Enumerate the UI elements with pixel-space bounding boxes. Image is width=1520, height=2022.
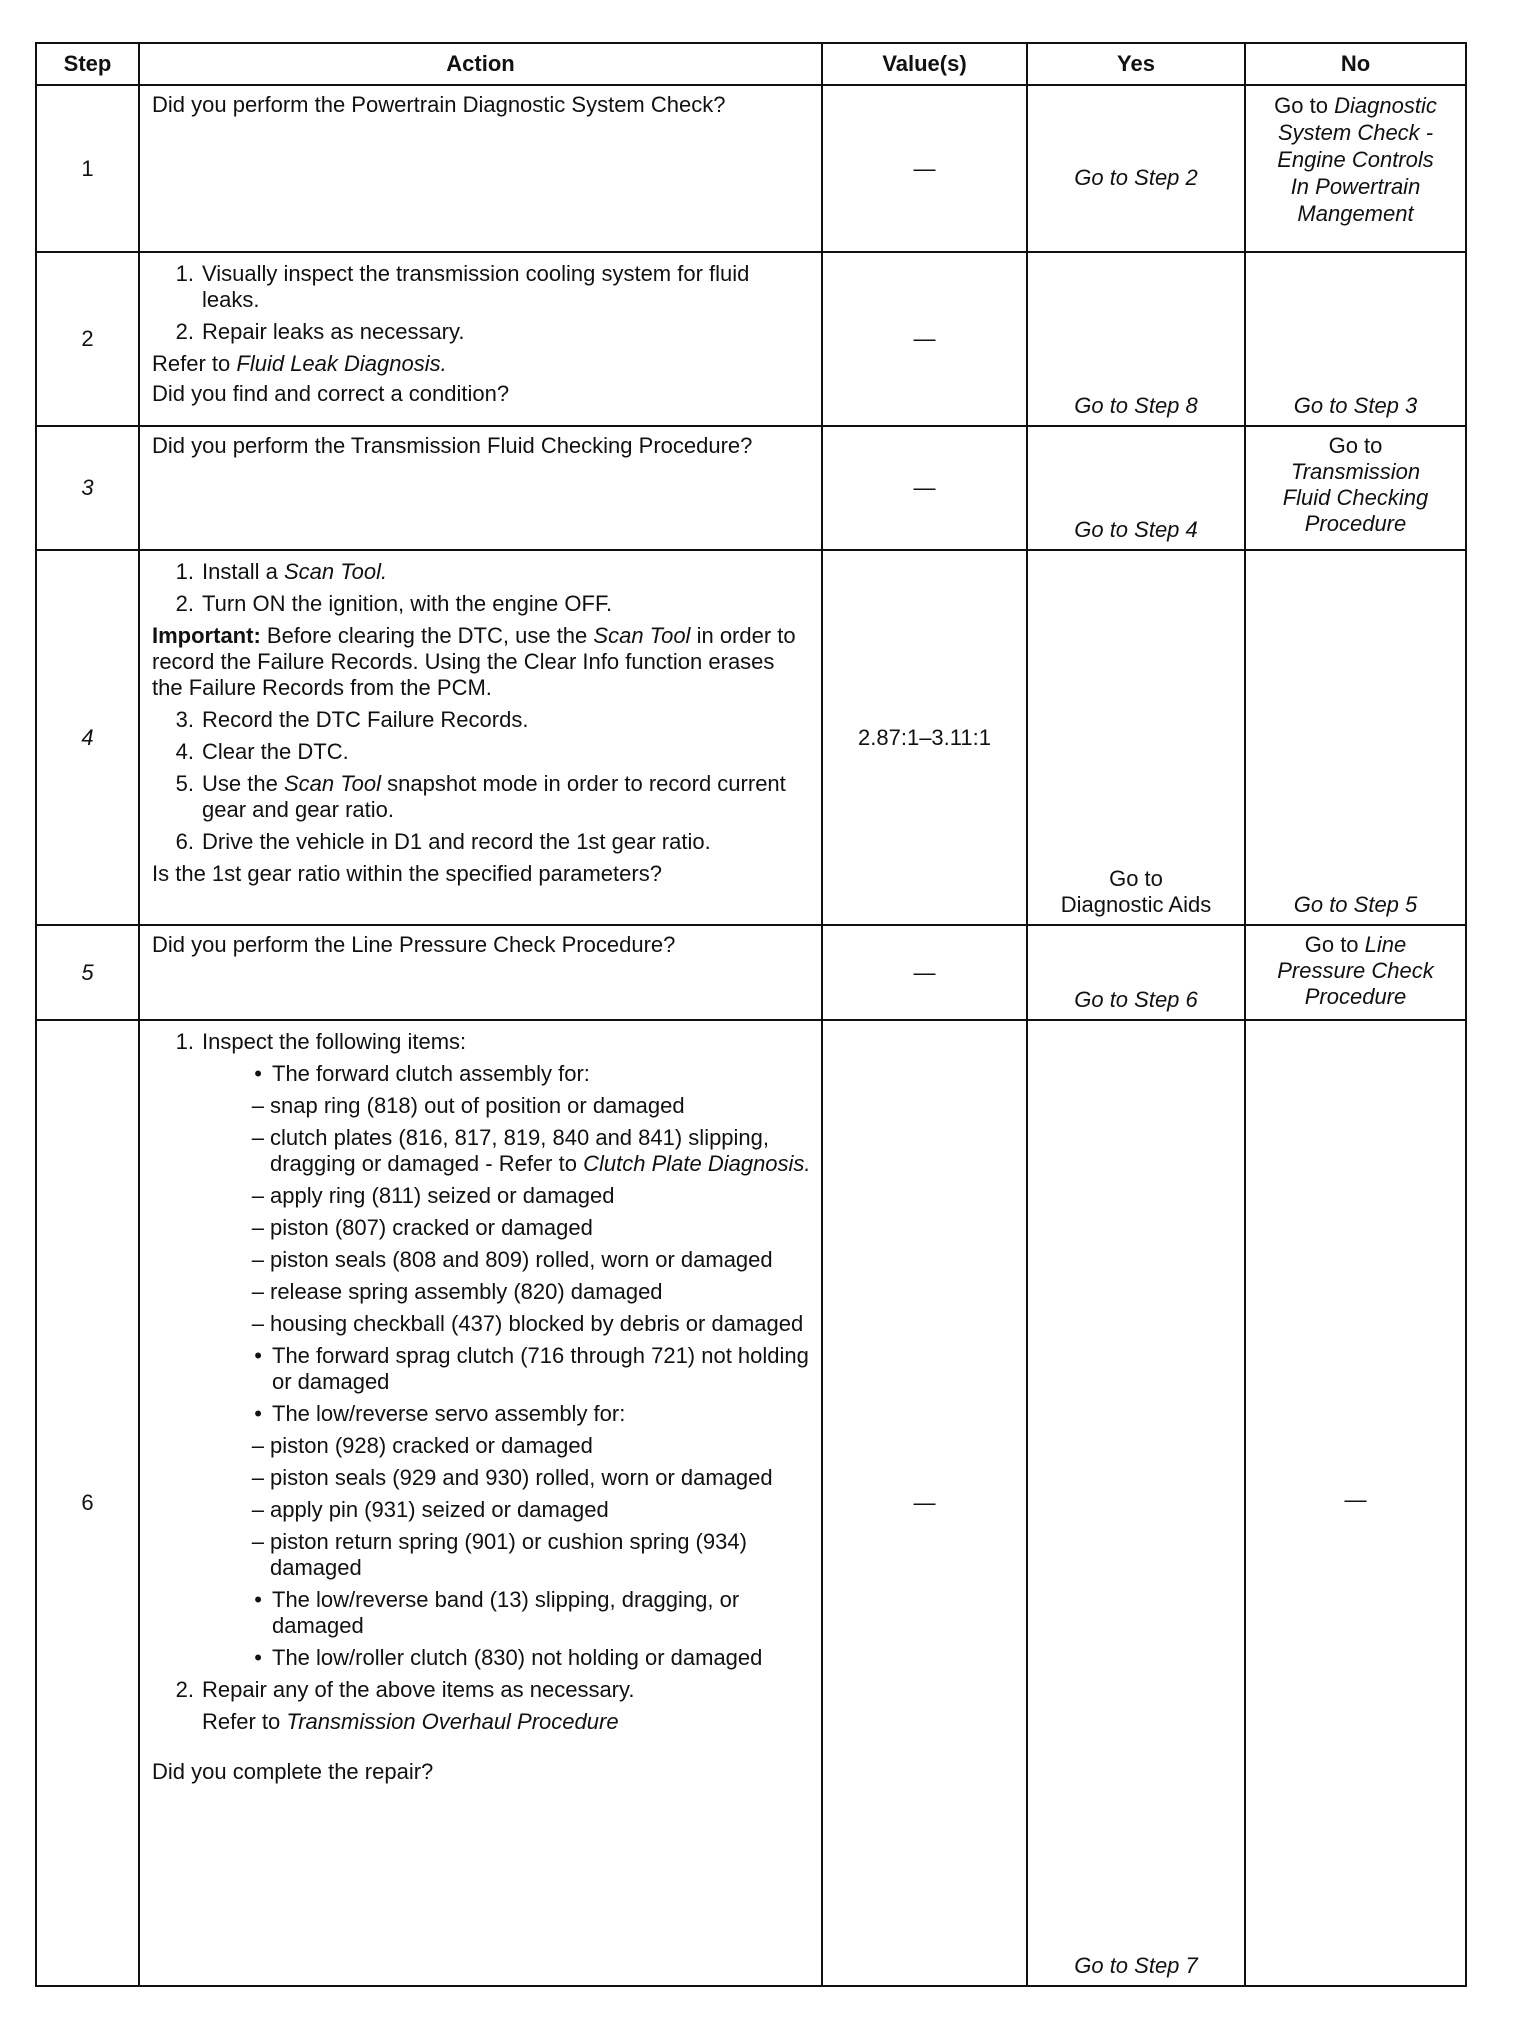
no-cell bbox=[1245, 85, 1466, 252]
step-number: 5 bbox=[36, 925, 139, 1020]
header-row bbox=[36, 43, 1466, 85]
step-number: 1 bbox=[36, 85, 139, 252]
bullet-item: • The low/reverse band (13) slipping, dragging, or damaged bbox=[152, 1587, 811, 1639]
refer-link[interactable]: Fluid Leak Diagnosis. bbox=[236, 351, 447, 376]
action-question: Is the 1st gear ratio within the specified parameters? bbox=[152, 861, 662, 886]
dash-item: – apply pin (931) seized or damaged bbox=[152, 1497, 811, 1523]
list-item: 1. Install a Scan Tool. bbox=[175, 559, 388, 584]
bullet-text: The low/reverse servo assembly for: bbox=[272, 1401, 626, 1426]
bullet-item: • The low/roller clutch (830) not holding or damaged bbox=[152, 1645, 811, 1671]
action-cell bbox=[139, 925, 822, 1020]
dash-text: release spring assembly (820) damaged bbox=[270, 1279, 663, 1304]
yes-cell bbox=[1027, 925, 1245, 1020]
no-prefix: Go to bbox=[1304, 932, 1359, 957]
step-number: 6 bbox=[36, 1020, 139, 1986]
values-cell: — bbox=[822, 426, 1027, 550]
values-cell: — bbox=[822, 1020, 1027, 1986]
no-link-line: In Powertrain bbox=[1290, 174, 1421, 199]
yes-link[interactable]: Diagnostic Aids bbox=[1060, 892, 1212, 917]
scan-tool-link[interactable]: Scan Tool. bbox=[283, 559, 388, 584]
bullet-text: The forward sprag clutch (716 through 721) not holding or damaged bbox=[272, 1343, 809, 1394]
no-cell bbox=[1245, 252, 1466, 426]
yes-prefix: Go to bbox=[1109, 866, 1163, 891]
no-prefix: Go to bbox=[1328, 433, 1383, 458]
bullet-text: The low/roller clutch (830) not holding or damaged bbox=[272, 1645, 763, 1670]
dash-item: – clutch plates (816, 817, 819, 840 and 841) slipping, dragging or damaged - Refer to Clutch Plate Diagnosis. bbox=[251, 1125, 811, 1176]
action-question: Did you perform the Powertrain Diagnostic System Check? bbox=[152, 92, 726, 117]
no-cell: — bbox=[1245, 1020, 1466, 1986]
important-text: Before clearing the DTC, use the bbox=[266, 623, 588, 648]
list-item-text: snapshot mode in order to record current gear and gear ratio. bbox=[202, 771, 786, 822]
list-item: 1. Inspect the following items: bbox=[152, 1029, 811, 1055]
table-row bbox=[36, 85, 1466, 252]
list-item: 2. Repair any of the above items as necessary. bbox=[152, 1677, 811, 1703]
action-cell bbox=[139, 85, 822, 252]
bullet-item: • The forward sprag clutch (716 through 721) not holding or damaged bbox=[152, 1343, 811, 1395]
important-label: Important: bbox=[152, 623, 261, 648]
values-cell: — bbox=[822, 252, 1027, 426]
table-row bbox=[36, 426, 1466, 550]
list-item: 1. Visually inspect the transmission cooling system for fluid leaks. bbox=[152, 261, 811, 313]
diagnostic-table bbox=[35, 42, 1467, 1987]
header-step: Step bbox=[36, 43, 139, 85]
refer-link[interactable]: Transmission Overhaul Procedure bbox=[286, 1709, 619, 1734]
list-item-text: Clear the DTC. bbox=[202, 739, 349, 764]
important-note bbox=[152, 623, 811, 701]
dash-text: piston (807) cracked or damaged bbox=[270, 1215, 593, 1240]
list-item-text: Turn ON the ignition, with the engine OFF. bbox=[202, 591, 613, 616]
no-link-line: Transmission bbox=[1290, 459, 1421, 484]
dash-item: – piston (928) cracked or damaged bbox=[152, 1433, 811, 1459]
action-cell bbox=[139, 1020, 822, 1986]
yes-cell bbox=[1027, 550, 1245, 925]
values-cell: — bbox=[822, 925, 1027, 1020]
yes-link[interactable]: Go to Step 8 bbox=[1074, 393, 1198, 418]
bullet-item: • The forward clutch assembly for: bbox=[152, 1061, 811, 1087]
yes-link[interactable]: Go to Step 2 bbox=[1074, 164, 1198, 190]
table-row bbox=[36, 1020, 1466, 1986]
no-prefix: Go to bbox=[1274, 93, 1328, 118]
header-action: Action bbox=[139, 43, 822, 85]
table-row bbox=[36, 550, 1466, 925]
dash-text: piston seals (808 and 809) rolled, worn or damaged bbox=[270, 1247, 773, 1272]
dash-text: housing checkball (437) blocked by debris or damaged bbox=[270, 1311, 804, 1336]
dash-item: – piston (807) cracked or damaged bbox=[152, 1215, 811, 1241]
list-item: 5. Use the Scan Tool snapshot mode in order to record current gear and gear ratio. bbox=[175, 771, 786, 822]
list-item: 2. Repair leaks as necessary. bbox=[152, 319, 811, 345]
list-item: 6. Drive the vehicle in D1 and record the 1st gear ratio. bbox=[152, 829, 811, 855]
header-values: Value(s) bbox=[822, 43, 1027, 85]
action-question: Did you perform the Line Pressure Check Procedure? bbox=[152, 932, 676, 957]
list-item: 2. Turn ON the ignition, with the engine OFF. bbox=[152, 591, 811, 617]
diagnostic-table-page bbox=[35, 42, 1465, 1987]
step-number: 4 bbox=[36, 550, 139, 925]
dash-text: clutch plates (816, 817, 819, 840 and 841) slipping, dragging or damaged - Refer to bbox=[270, 1125, 770, 1176]
dash-text: piston (928) cracked or damaged bbox=[270, 1433, 593, 1458]
important-text: in order to record the Failure Records. Using the Clear Info function erases the Failure Records from the PCM. bbox=[152, 623, 796, 700]
list-item-text: Inspect the following items: bbox=[202, 1029, 467, 1054]
dash-item: – release spring assembly (820) damaged bbox=[152, 1279, 811, 1305]
action-cell bbox=[139, 252, 822, 426]
list-item-text: Drive the vehicle in D1 and record the 1st gear ratio. bbox=[202, 829, 711, 854]
list-item-text: Visually inspect the transmission cooling system for fluid leaks. bbox=[202, 261, 750, 312]
values-cell: 2.87:1–3.11:1 bbox=[822, 550, 1027, 925]
action-question: Did you complete the repair? bbox=[152, 1759, 434, 1784]
bullet-text: The low/reverse band (13) slipping, dragging, or damaged bbox=[272, 1587, 740, 1638]
table-row bbox=[36, 252, 1466, 426]
yes-link[interactable]: Go to Step 6 bbox=[1074, 987, 1198, 1012]
bullet-text: The forward clutch assembly for: bbox=[272, 1061, 590, 1086]
list-item-text: Install a bbox=[202, 559, 278, 584]
refer-line bbox=[152, 1709, 811, 1735]
action-question: Did you perform the Transmission Fluid Checking Procedure? bbox=[152, 433, 753, 458]
dash-item: – piston seals (808 and 809) rolled, worn or damaged bbox=[152, 1247, 811, 1273]
dash-item: – piston return spring (901) or cushion spring (934) damaged bbox=[152, 1529, 811, 1581]
refer-prefix: Refer to bbox=[202, 1709, 281, 1734]
dash-item: – housing checkball (437) blocked by debris or damaged bbox=[152, 1311, 811, 1337]
yes-cell bbox=[1027, 85, 1245, 252]
no-link-line: Procedure bbox=[1304, 511, 1407, 536]
list-item-text: Use the bbox=[202, 771, 278, 796]
yes-link[interactable]: Go to Step 4 bbox=[1074, 517, 1198, 542]
scan-tool-link[interactable]: Scan Tool bbox=[593, 623, 691, 648]
clutch-plate-link[interactable]: Clutch Plate Diagnosis. bbox=[583, 1151, 811, 1176]
list-item: 3. Record the DTC Failure Records. bbox=[152, 707, 811, 733]
yes-cell bbox=[1027, 426, 1245, 550]
no-link-line: Pressure Check bbox=[1277, 958, 1434, 983]
no-link-line: Fluid Checking bbox=[1282, 485, 1429, 510]
no-link-line: Diagnostic System Check - bbox=[1277, 93, 1437, 145]
list-item-text: Repair any of the above items as necessary. bbox=[202, 1677, 635, 1702]
action-cell bbox=[139, 426, 822, 550]
dash-text: apply pin (931) seized or damaged bbox=[270, 1497, 609, 1522]
list-item-text: Repair leaks as necessary. bbox=[202, 319, 465, 344]
no-link-line: Line bbox=[1364, 932, 1407, 957]
no-link[interactable] bbox=[1283, 459, 1429, 536]
dash-text: piston return spring (901) or cushion spring (934) damaged bbox=[270, 1529, 747, 1580]
list-item-text: Record the DTC Failure Records. bbox=[202, 707, 529, 732]
dash-text: snap ring (818) out of position or damaged bbox=[270, 1093, 685, 1118]
values-cell: — bbox=[822, 85, 1027, 252]
dash-item: – piston seals (929 and 930) rolled, worn or damaged bbox=[152, 1465, 811, 1491]
no-link-line: Mangement bbox=[1297, 201, 1414, 226]
no-link[interactable]: Go to Step 5 bbox=[1293, 892, 1418, 917]
step-number: 2 bbox=[36, 252, 139, 426]
yes-cell bbox=[1027, 1020, 1245, 1986]
yes-link[interactable]: Go to Step 7 bbox=[1074, 1953, 1198, 1978]
no-link-line: Engine Controls bbox=[1277, 147, 1434, 172]
dash-item: – snap ring (818) out of position or damaged bbox=[152, 1093, 811, 1119]
no-link-line: Procedure bbox=[1304, 984, 1407, 1009]
no-cell bbox=[1245, 426, 1466, 550]
refer-prefix: Refer to bbox=[152, 351, 231, 376]
yes-cell bbox=[1027, 252, 1245, 426]
step-number: 3 bbox=[36, 426, 139, 550]
action-question: Did you find and correct a condition? bbox=[152, 381, 510, 406]
list-item: 4. Clear the DTC. bbox=[152, 739, 811, 765]
dash-text: piston seals (929 and 930) rolled, worn or damaged bbox=[270, 1465, 773, 1490]
header-no: No bbox=[1245, 43, 1466, 85]
table-row bbox=[36, 925, 1466, 1020]
dash-text: apply ring (811) seized or damaged bbox=[270, 1183, 615, 1208]
bullet-item: • The low/reverse servo assembly for: bbox=[152, 1401, 811, 1427]
no-cell bbox=[1245, 925, 1466, 1020]
dash-item: – apply ring (811) seized or damaged bbox=[152, 1183, 811, 1209]
header-yes: Yes bbox=[1027, 43, 1245, 85]
action-cell bbox=[139, 550, 822, 925]
scan-tool-link[interactable]: Scan Tool bbox=[283, 771, 381, 796]
no-link[interactable]: Go to Step 3 bbox=[1293, 393, 1418, 418]
no-cell bbox=[1245, 550, 1466, 925]
refer-line bbox=[152, 351, 811, 377]
